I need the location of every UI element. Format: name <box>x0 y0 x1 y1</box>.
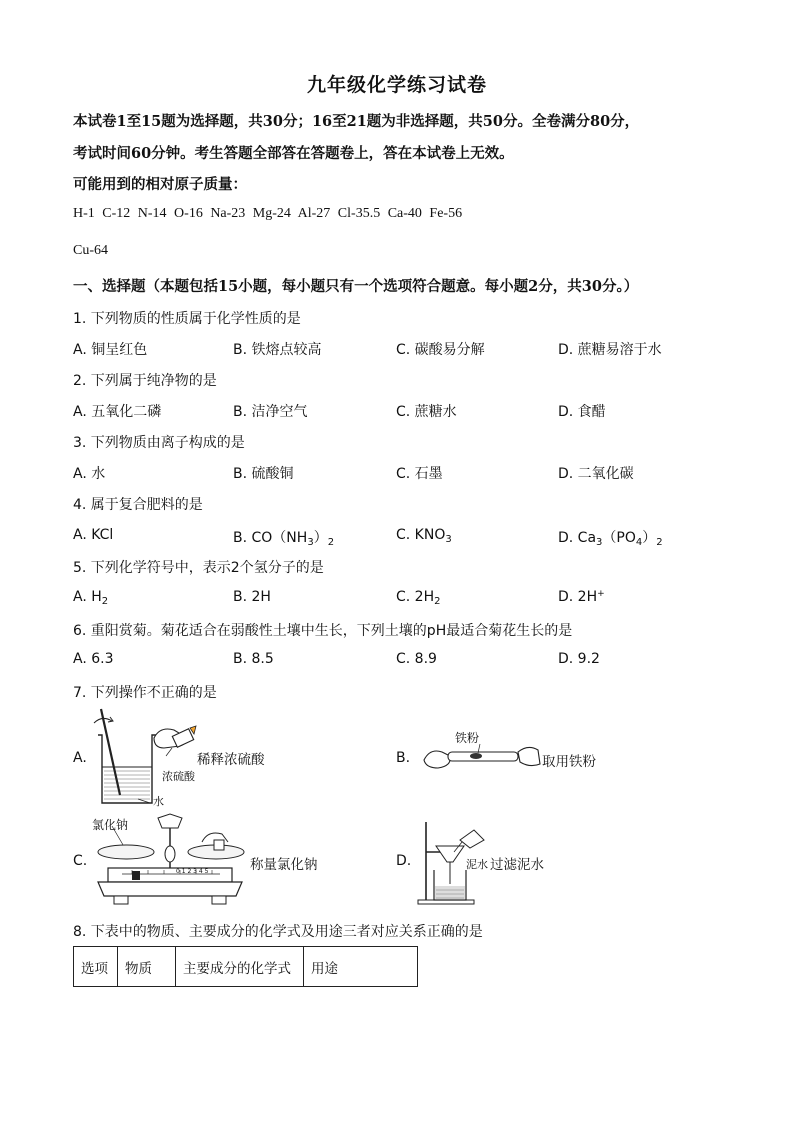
option-d: D. $Ca_3(PO_4)_2$ <box>558 530 663 548</box>
option-a: A. 铜呈红色 <box>73 342 148 358</box>
question-stem: 4. 属于复合肥料的是 <box>73 497 203 513</box>
option-d: D. 2H+ <box>558 589 605 605</box>
question-stem: 1. 下列物质的性质属于化学性质的是 <box>73 311 301 327</box>
option-a: A. 水 <box>73 466 106 482</box>
iron-powder-label: 铁粉 <box>455 731 480 745</box>
table-header-cell: 选项 <box>74 947 118 987</box>
question-stem: 7. 下列操作不正确的是 <box>73 685 217 701</box>
option-b: B. 铁熔点较高 <box>233 342 322 358</box>
balance-scale-numbers: 0 1 2 3 4 5 <box>176 868 209 875</box>
option-b: B. 硫酸铜 <box>233 466 294 482</box>
question-stem: 3. 下列物质由离子构成的是 <box>73 435 245 451</box>
option-a: A. $H_2$ <box>73 589 109 607</box>
section-heading: 一、选择题（本题包括15小题，每小题只有一个选项符合题意。每小题2分，共30分。） <box>73 278 639 295</box>
question-stem: 2. 下列属于纯净物的是 <box>73 373 217 389</box>
option-d: D. 二氧化碳 <box>558 466 634 482</box>
option-b: B. 洁净空气 <box>233 404 308 420</box>
table-header-row <box>74 947 418 987</box>
option-c: C. $KNO_3$ <box>396 527 452 545</box>
mud-water-label: 泥水 <box>466 858 488 871</box>
option-b-label: B. <box>396 750 411 766</box>
figure-c-caption: 称量氯化钠 <box>250 857 318 873</box>
atomic-masses: H-1 C-12 N-14 O-16 Na-23 Mg-24 Al-27 Cl-35.5 Ca-40 Fe-56 <box>73 206 463 221</box>
option-d-label: D. <box>396 853 412 869</box>
page-title: 九年级化学练习试卷 <box>306 74 487 96</box>
intro-line-1: 本试卷1至15题为选择题，共30分；16至21题为非选择题，共50分。全卷满分80分， <box>73 113 640 130</box>
question-stem: 5. 下列化学符号中，表示2个氢分子的是 <box>73 560 324 576</box>
option-c: C. 蔗糖水 <box>396 404 457 420</box>
sodium-chloride-label: 氯化钠 <box>92 818 129 832</box>
option-d: D. 食醋 <box>558 404 606 420</box>
atomic-mass-heading: 可能用到的相对原子质量： <box>73 176 247 193</box>
question-stem: 8. 下表中的物质、主要成分的化学式及用途三者对应关系正确的是 <box>73 924 483 940</box>
figure-d-caption: 过滤泥水 <box>490 857 544 873</box>
acid-bottle-hand-illustration <box>150 718 200 758</box>
option-a-label: A. <box>73 750 87 766</box>
option-b: B. 2H <box>233 589 271 605</box>
option-c: C. 碳酸易分解 <box>396 342 485 358</box>
option-c: C. 石墨 <box>396 466 443 482</box>
option-b: B. 8.5 <box>233 651 274 667</box>
atomic-masses-cont: Cu-64 <box>73 243 108 258</box>
table-header-cell: 用途 <box>304 947 418 987</box>
balance-illustration <box>92 812 250 908</box>
question-stem: 6. 重阳赏菊。菊花适合在弱酸性土壤中生长，下列土壤的pH最适合菊花生长的是 <box>73 623 573 639</box>
figure-a-caption: 稀释浓硫酸 <box>197 752 265 768</box>
table-header-cell: 物质 <box>118 947 176 987</box>
option-c: C. $2H_2$ <box>396 589 441 607</box>
acid-label: 浓硫酸 <box>162 770 195 783</box>
test-tube-illustration <box>422 734 542 776</box>
answer-table <box>73 946 418 987</box>
option-a: A. 五氧化二磷 <box>73 404 162 420</box>
option-a: A. KCl <box>73 527 114 543</box>
table-header-cell: 主要成分的化学式 <box>176 947 304 987</box>
water-label: 水 <box>153 795 164 808</box>
option-d: D. 9.2 <box>558 651 600 667</box>
option-b: B. $CO(NH_3)_2$ <box>233 530 335 548</box>
option-d: D. 蔗糖易溶于水 <box>558 342 662 358</box>
option-c: C. 8.9 <box>396 651 437 667</box>
figure-b-caption: 取用铁粉 <box>542 754 596 770</box>
intro-line-2: 考试时间60分钟。考生答题全部答在答题卷上，答在本试卷上无效。 <box>73 145 514 162</box>
option-a: A. 6.3 <box>73 651 114 667</box>
option-c-label: C. <box>73 853 88 869</box>
